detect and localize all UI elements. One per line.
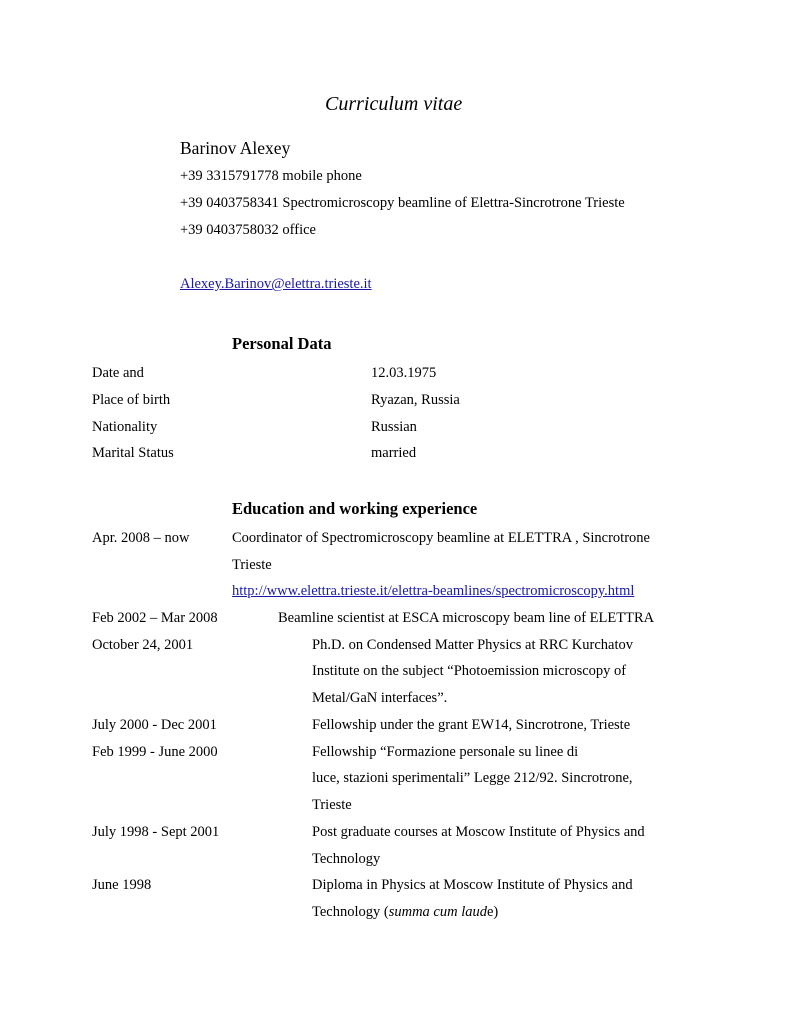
personal-value: 12.03.1975 [371, 365, 437, 381]
entry-text: Trieste [232, 557, 272, 573]
entry-text: Fellowship under the grant EW14, Sincrotrone, Trieste [312, 717, 631, 733]
entry-text: Ph.D. on Condensed Matter Physics at RRC Kurchatov [312, 637, 633, 653]
entry-text: Institute on the subject “Photoemission microscopy of [312, 663, 627, 679]
entry-text: Post graduate courses at Moscow Institute of Physics and [312, 824, 645, 840]
entry-date: Feb 1999 - June 2000 [92, 744, 218, 760]
entry-text-part: Technology ( [312, 904, 389, 920]
entry-text: Metal/GaN interfaces”. [312, 690, 448, 706]
entry-date: Apr. 2008 – now [92, 530, 190, 546]
office-phone: +39 0403758032 office [180, 222, 316, 238]
entry-date: June 1998 [92, 877, 152, 893]
personal-label: Nationality [92, 419, 158, 435]
person-name: Barinov Alexey [180, 138, 291, 158]
mobile-phone: +39 3315791778 mobile phone [180, 168, 362, 184]
entry-text-part: e) [486, 904, 499, 920]
beamline-phone: +39 0403758341 Spectromicroscopy beamline of Elettra-Sincrotrone Trieste [180, 195, 625, 211]
entry-date: Feb 2002 – Mar 2008 [92, 610, 218, 626]
personal-label: Marital Status [92, 445, 174, 461]
personal-label: Date and [92, 365, 144, 381]
entry-text: Diploma in Physics at Moscow Institute of Physics and [312, 877, 633, 893]
entry-text: Coordinator of Spectromicroscopy beamline at ELETTRA , Sincrotrone [232, 530, 650, 546]
entry-text: Fellowship “Formazione personale su linee di [312, 744, 579, 760]
entry-text: luce, stazioni sperimentali” Legge 212/92. Sincrotrone, [312, 770, 633, 786]
personal-label: Place of birth [92, 392, 171, 408]
email-link[interactable]: Alexey.Barinov@elettra.trieste.it [180, 276, 372, 292]
entry-date: July 2000 - Dec 2001 [92, 717, 217, 733]
entry-text [312, 903, 498, 921]
entry-date: July 1998 - Sept 2001 [92, 824, 220, 840]
latin-honors: summa cum laud [388, 904, 487, 920]
personal-value: married [371, 445, 417, 461]
personal-data-heading: Personal Data [232, 334, 332, 353]
entry-date: October 24, 2001 [92, 637, 194, 653]
document-title: Curriculum vitae [325, 93, 463, 115]
entry-text: Beamline scientist at ESCA microscopy beam line of ELETTRA [278, 610, 655, 626]
entry-text: Technology [312, 851, 381, 867]
entry-text: Trieste [312, 797, 352, 813]
personal-value: Ryazan, Russia [371, 392, 460, 408]
beamline-website-link[interactable]: http://www.elettra.trieste.it/elettra-beamlines/spectromicroscopy.html [232, 583, 635, 599]
education-heading: Education and working experience [232, 499, 478, 518]
personal-value: Russian [371, 419, 417, 435]
